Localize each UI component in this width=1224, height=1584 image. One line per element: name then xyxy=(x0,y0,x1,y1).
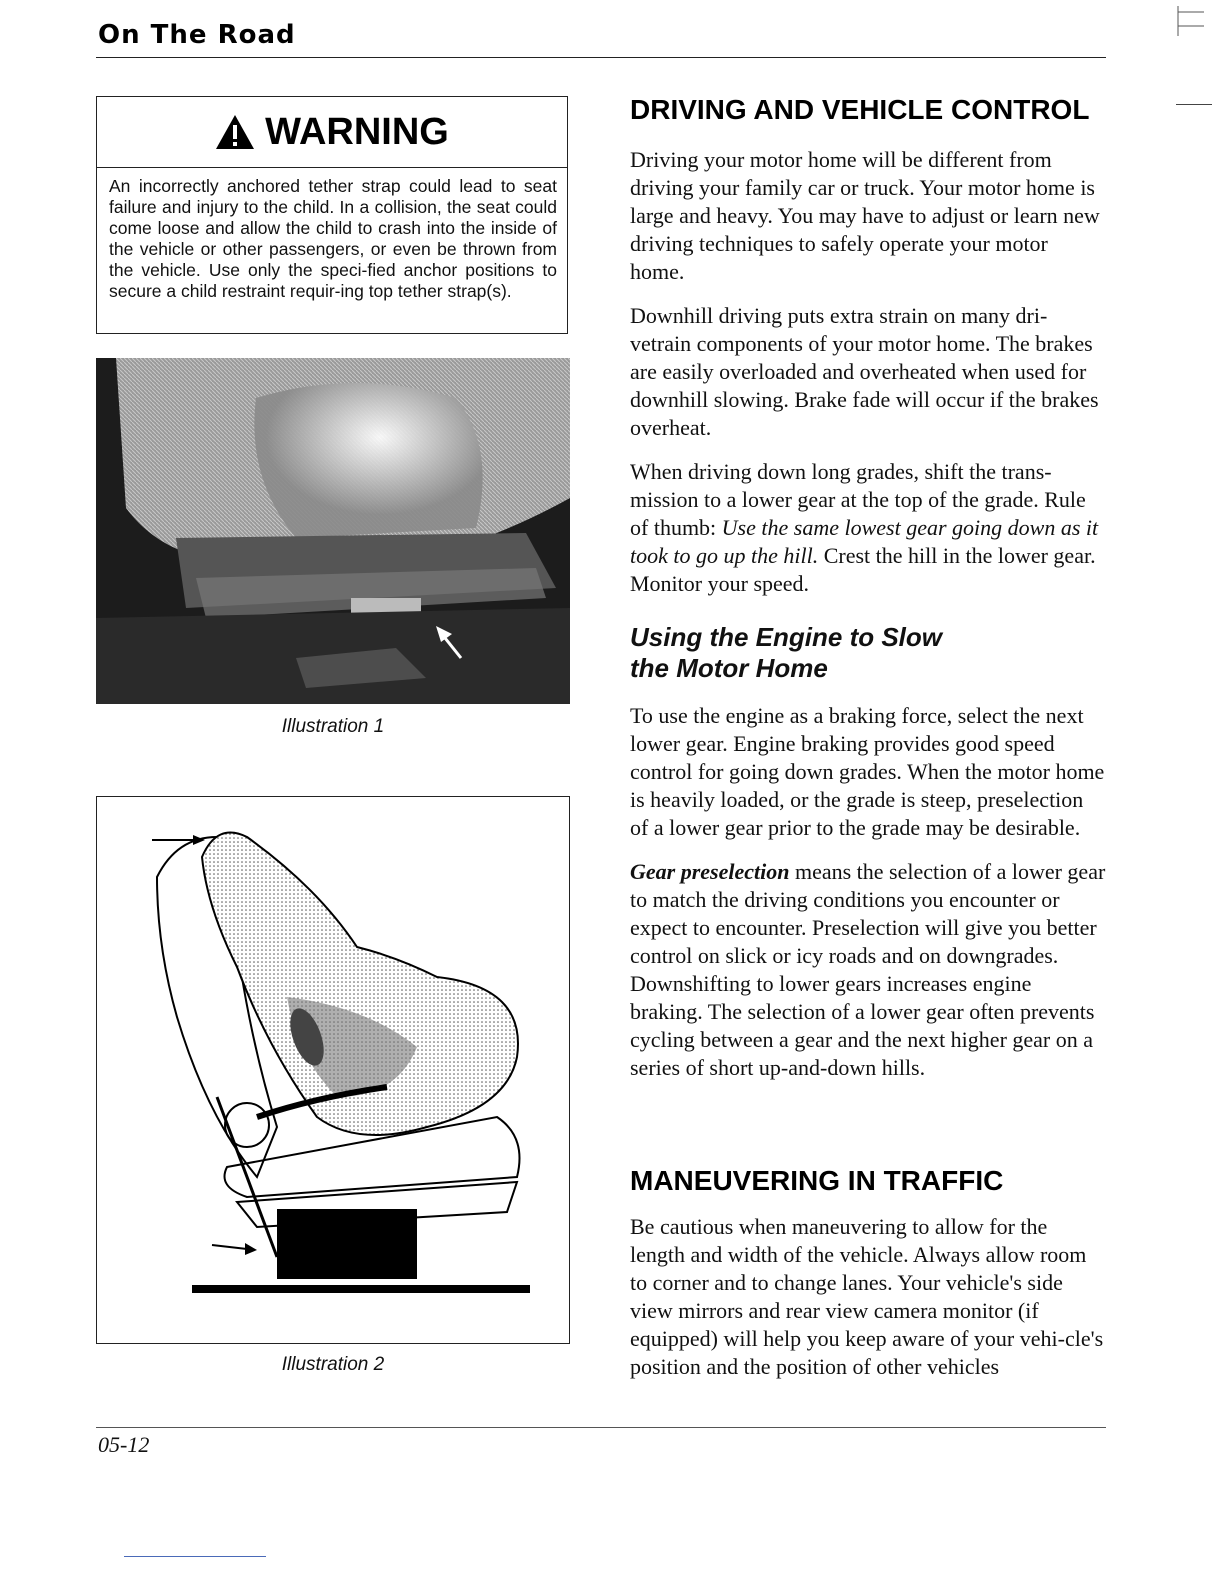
traffic-heading: MANEUVERING IN TRAFFIC xyxy=(630,1165,1004,1196)
engine-paragraph-1: To use the engine as a braking force, select the next lower gear. Engine braking provides good speed control for going down grades. When the motor home is heavily loaded, or the grade is steep, preselection of a lower gear prior to the grade may be desirable. xyxy=(630,703,1105,840)
engine-paragraph-2 xyxy=(630,858,1106,1082)
driving-heading: DRIVING AND VEHICLE CONTROL xyxy=(630,94,1090,125)
driving-paragraph-1: Driving your motor home will be different from driving your family car or truck. Your motor home is large and heavy. You may have to adjust or learn new driving techniques to safely operate your motor home. xyxy=(630,147,1100,284)
driving-paragraph-3-start: When driving down long grades, shift the trans-mission to a lower gear at the top of the grade. Rule of thumb: xyxy=(630,459,1086,540)
header-rule xyxy=(96,57,1106,58)
illustration-2-drawing xyxy=(96,796,570,1344)
engine-heading-line-2: the Motor Home xyxy=(630,653,828,683)
warning-box xyxy=(96,96,568,334)
corner-mark xyxy=(1176,6,1204,36)
footer-rule xyxy=(96,1427,1106,1428)
driving-section xyxy=(630,94,1106,598)
warning-title: WARNING xyxy=(265,110,449,153)
traffic-paragraph-1: Be cautious when maneuvering to allow for the length and width of the vehicle. Always allow room to corner and to change lanes. Your vehicle's side view mirrors and rear view camera monitor (if equipped) will help you keep aware of your vehi-cle's position and the position of other vehicles xyxy=(630,1214,1104,1379)
illustration-1-caption: Illustration 1 xyxy=(281,716,385,737)
driving-paragraph-3 xyxy=(630,458,1106,598)
illustration-2-caption: Illustration 2 xyxy=(281,1354,385,1375)
engine-heading xyxy=(630,622,1106,684)
engine-section xyxy=(630,622,1106,1082)
page-number: 05-12 xyxy=(98,1432,150,1457)
engine-heading-line-1: Using the Engine to Slow xyxy=(630,622,942,652)
bottom-line xyxy=(124,1556,266,1557)
margin-mark xyxy=(1176,104,1212,105)
warning-text: An incorrectly anchored tether strap could lead to seat failure and injury to the child. In a collision, the seat could come loose and allow the child to crash into the inside of the vehicle or other passengers, or even be thrown from the vehicle. Use only the speci-fied anchor positions to secure a child restraint requir-ing top tether strap(s). xyxy=(109,176,557,301)
driving-paragraph-3-end: Crest the hill in the lower gear. Monitor your speed. xyxy=(630,543,1096,596)
driving-paragraph-2: Downhill driving puts extra strain on many dri-vetrain components of your motor home. The brakes are easily overloaded and overheated when used for downhill slowing. Brake fade will occur if the brakes overheat. xyxy=(630,303,1099,440)
page-header-title: On The Road xyxy=(98,20,296,50)
gear-preselection-term: Gear preselection xyxy=(630,859,790,884)
warning-triangle-icon xyxy=(215,114,255,150)
traffic-section xyxy=(630,1165,1106,1381)
engine-paragraph-2-rest: means the selection of a lower gear to match the driving conditions you encounter or expect to encounter. Preselection will give you better control on slick or icy roads and on downgrades. Downshifting to lower gears increases engine braking. The selection of a lower gear often prevents cycling between a gear and the next higher gear on a series of short up-and-down hills. xyxy=(630,859,1106,1080)
warning-header xyxy=(97,97,567,168)
illustration-1-photo xyxy=(96,358,570,704)
rule-of-thumb-text: Use the same lowest gear going down as it took to go up the hill. xyxy=(630,515,1099,568)
